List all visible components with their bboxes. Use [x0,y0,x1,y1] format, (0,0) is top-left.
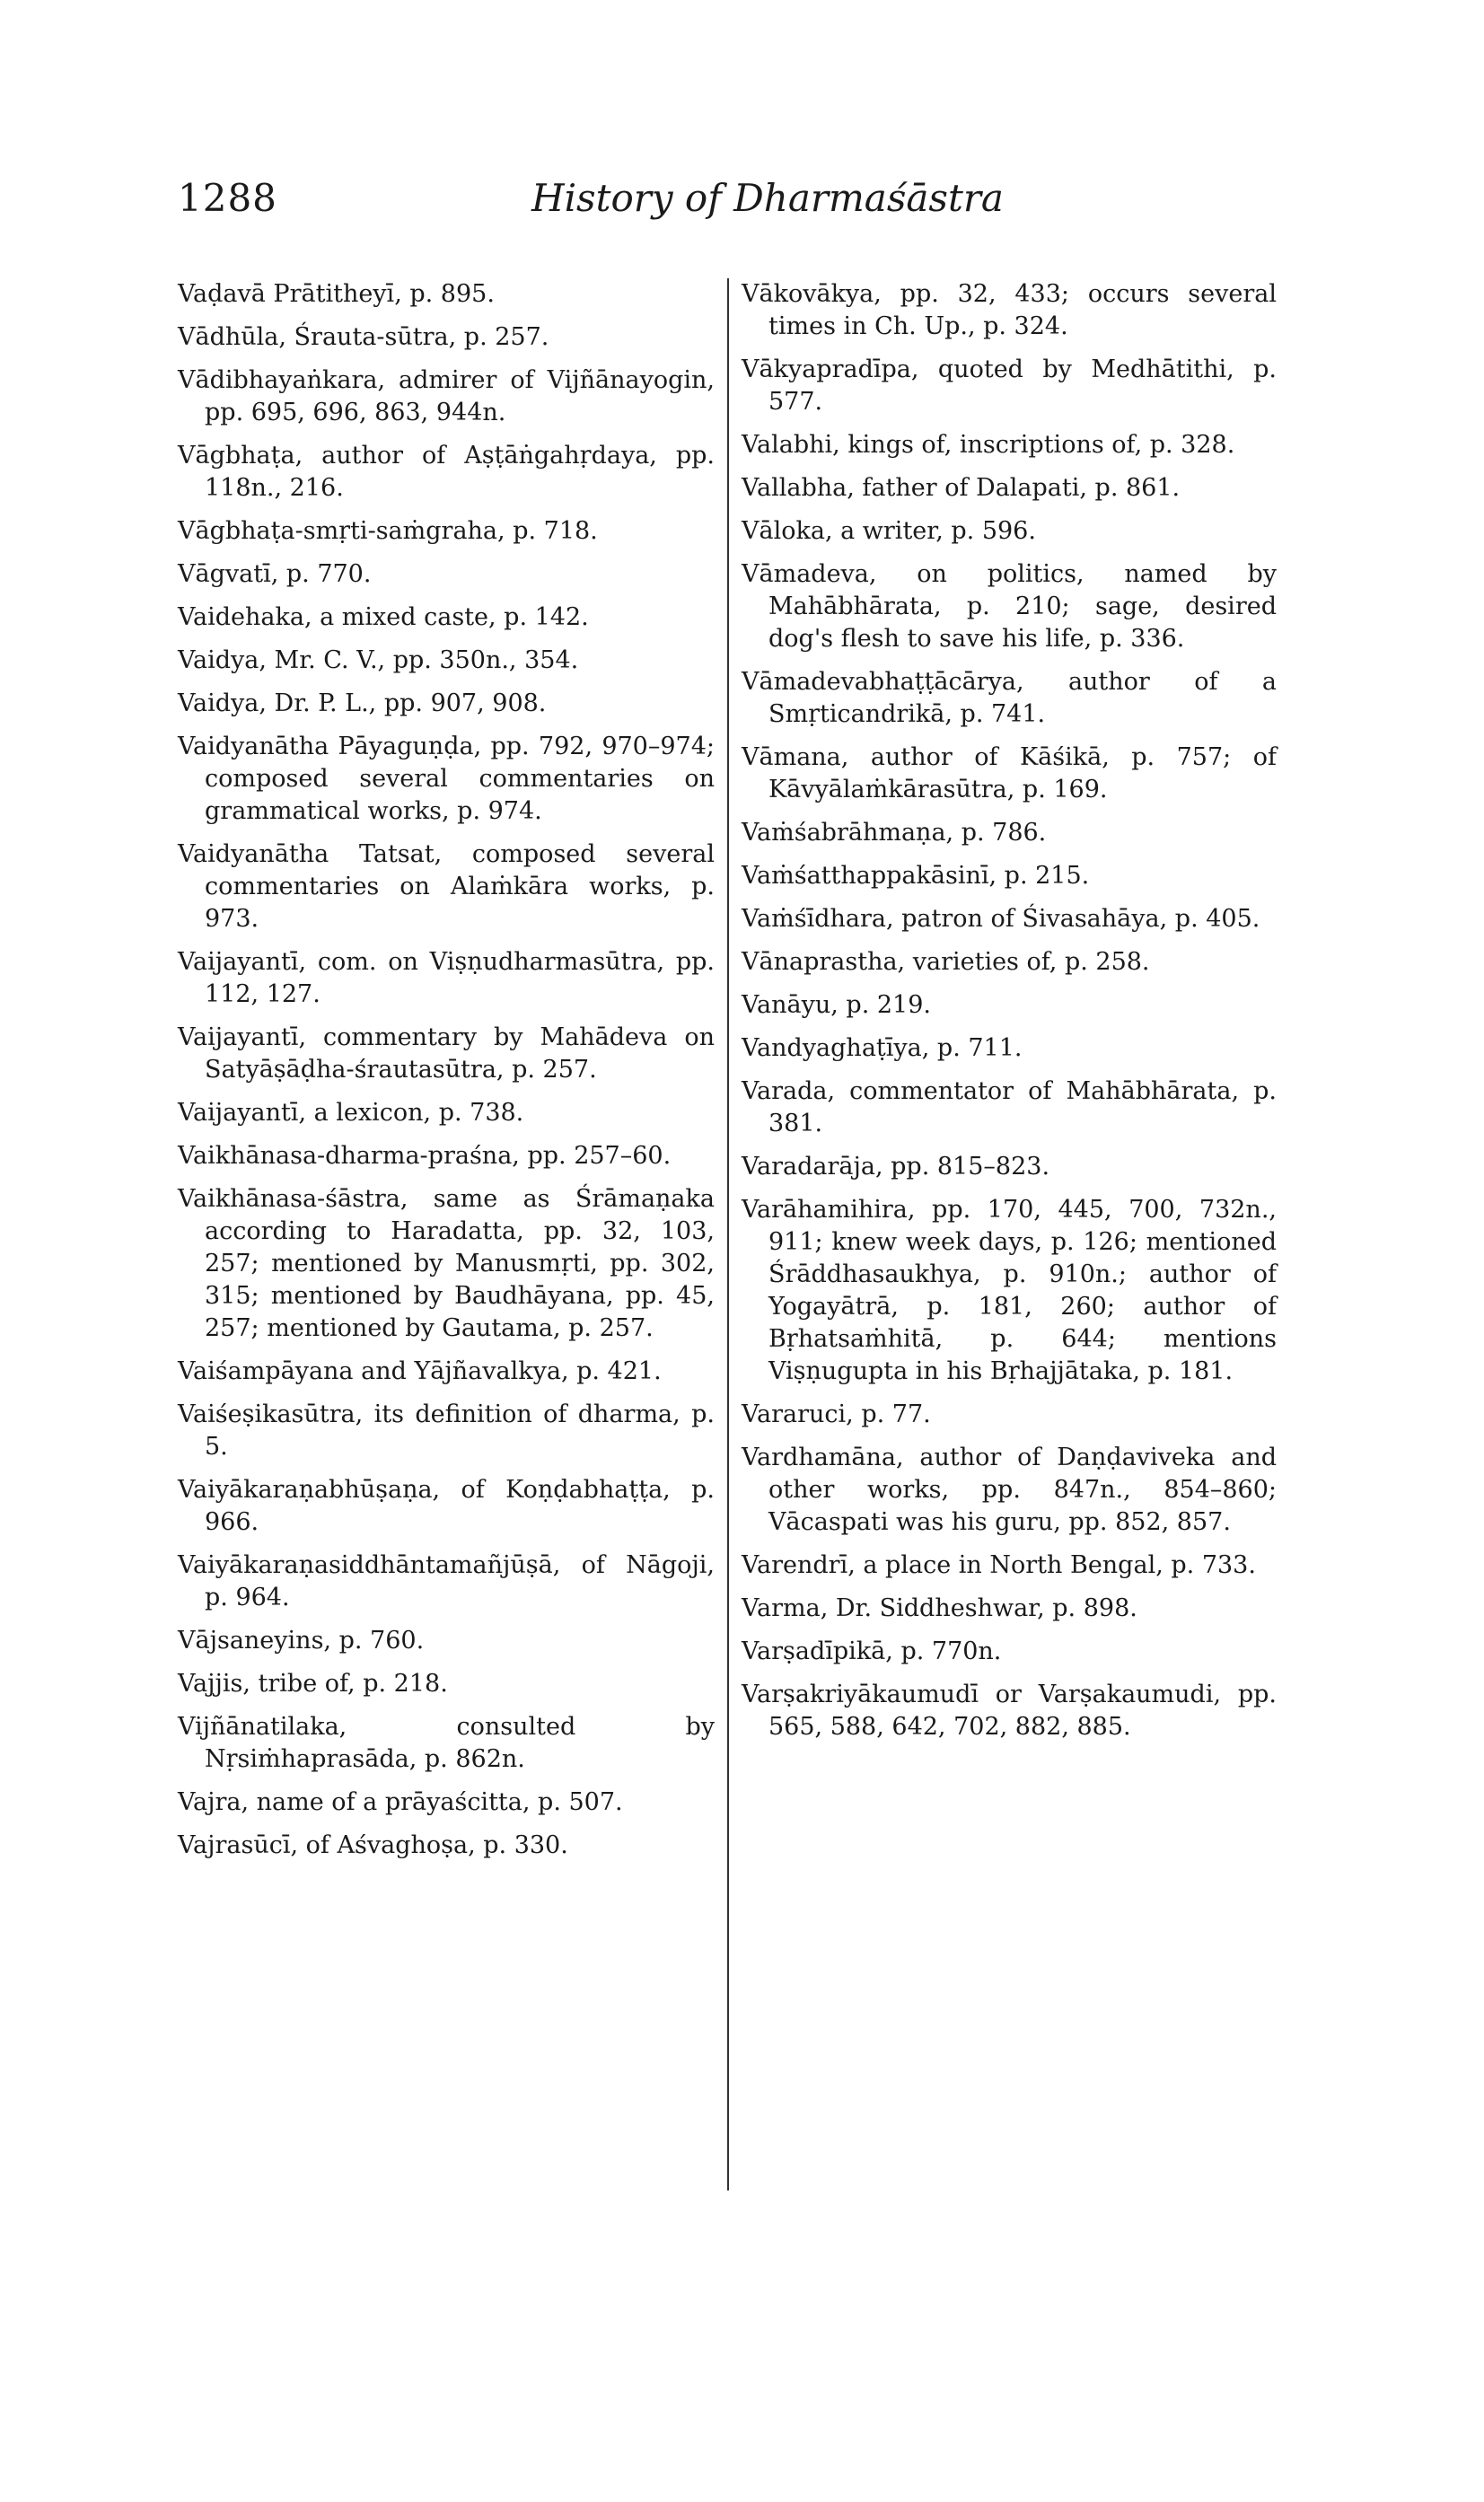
index-entry: Vaiśeṣikasūtra, its definition of dharma, p. 5. [178,1400,715,1461]
index-entry: Vaidya, Dr. P. L., pp. 907, 908. [178,689,547,717]
index-column-right [742,278,1277,1754]
index-entry: Vararuci, p. 77. [742,1400,931,1428]
index-entry: Vaidyanātha Tatsat, composed several commentaries on Alaṁkāra works, p. 973. [178,840,715,933]
index-entry: Vajra, name of a prāyaścitta, p. 507. [178,1788,623,1816]
index-entry: Vādhūla, Śrauta-sūtra, p. 257. [178,323,549,351]
running-title: History of Dharmaśāstra [531,176,1004,220]
index-entry: Vājsaneyins, p. 760. [178,1627,425,1655]
index-entry: Vaidyanātha Pāyaguṇḍa, pp. 792, 970–974; composed several commentaries on grammatical works, p. 974. [178,733,715,825]
index-entry: Vandyaghaṭīya, p. 711. [742,1034,1023,1062]
index-entry: Vāgbhaṭa, author of Aṣṭāṅgahṛdaya, pp. 118n., 216. [178,442,715,502]
index-entry: Vaiśampāyana and Yājñavalkya, p. 421. [178,1357,662,1385]
index-entry: Vādibhayaṅkara, admirer of Vijñānayogin, pp. 695, 696, 863, 944n. [178,366,715,426]
index-entry: Vanāyu, p. 219. [742,991,931,1019]
index-entry: Vaṁśabrāhmaṇa, p. 786. [742,819,1047,847]
index-entry: Vaṁśīdhara, patron of Śivasahāya, p. 405. [742,905,1260,933]
index-column-left [178,278,715,1873]
index-entry: Vāmadeva, on politics, named by Mahābhārata, p. 210; sage, desired dog's flesh to save his life, p. 336. [742,560,1277,653]
index-entry: Vallabha, father of Dalapati, p. 861. [742,474,1181,502]
index-entry: Vaikhānasa-dharma-praśna, pp. 257–60. [178,1142,672,1170]
index-entry: Vijñānatilaka, consulted by Nṛsiṁhaprasāda, p. 862n. [178,1713,715,1773]
index-entry: Vaijayantī, commentary by Mahādeva on Satyāṣāḍha-śrautasūtra, p. 257. [178,1023,715,1084]
index-entry: Vāgvatī, p. 770. [178,560,372,588]
index-entry: Vaiyākaraṇabhūṣaṇa, of Koṇḍabhaṭṭa, p. 966. [178,1476,715,1536]
index-entry: Vānaprastha, varieties of, p. 258. [742,948,1150,976]
index-entry: Valabhi, kings of, inscriptions of, p. 328. [742,431,1235,459]
index-entry: Vāgbhaṭa-smṛti-saṁgraha, p. 718. [178,517,598,545]
index-entry: Varma, Dr. Siddheshwar, p. 898. [742,1594,1137,1622]
page-header [178,176,1354,239]
index-entry: Vaijayantī, a lexicon, p. 738. [178,1099,524,1127]
index-entry: Vāloka, a writer, p. 596. [742,517,1036,545]
index-entry: Vajrasūcī, of Aśvaghoṣa, p. 330. [178,1831,568,1859]
column-divider [727,278,729,2190]
index-entry: Vardhamāna, author of Daṇḍaviveka and other works, pp. 847n., 854–860; Vācaspati was his guru, pp. 852, 857. [742,1444,1277,1536]
index-entry: Vaidya, Mr. C. V., pp. 350n., 354. [178,646,579,674]
index-entry: Vajjis, tribe of, p. 218. [178,1670,448,1698]
page-number: 1288 [178,176,277,220]
index-entry: Vākyapradīpa, quoted by Medhātithi, p. 577. [742,356,1277,416]
index-entry: Vaijayantī, com. on Viṣṇudharmasūtra, pp. 112, 127. [178,948,715,1008]
index-entry: Vaidehaka, a mixed caste, p. 142. [178,603,589,631]
index-entry: Varṣadīpikā, p. 770n. [742,1637,1002,1665]
index-entry: Varada, commentator of Mahābhārata, p. 381. [742,1077,1277,1137]
index-entry: Vaḍavā Prātitheyī, p. 895. [178,280,495,308]
index-entry: Varadarāja, pp. 815–823. [742,1153,1050,1181]
index-entry: Vaṁśatthappakāsinī, p. 215. [742,862,1090,890]
index-entry: Vaiyākaraṇasiddhāntamañjūṣā, of Nāgoji, p. 964. [178,1551,715,1611]
index-entry: Varāhamihira, pp. 170, 445, 700, 732n., 911; knew week days, p. 126; mentioned Śrāddhasaukhya, p. 910n.; author of Yogayātrā, p. 181, 260; author of Bṛhatsaṁhitā, p. 644; mentions Viṣṇugupta in his Bṛhajjātaka, p. 181. [742,1196,1277,1385]
index-entry: Varendrī, a place in North Bengal, p. 733. [742,1551,1256,1579]
index-entry: Vaikhānasa-śāstra, same as Śrāmaṇaka according to Haradatta, pp. 32, 103, 257; mentioned by Manusmṛti, pp. 302, 315; mentioned by Baudhāyana, pp. 45, 257; mentioned by Gautama, p. 257. [178,1185,715,1342]
index-entry: Vāmadevabhaṭṭācārya, author of a Smṛticandrikā, p. 741. [742,668,1277,728]
index-entry: Vākovākya, pp. 32, 433; occurs several times in Ch. Up., p. 324. [742,280,1277,340]
index-entry: Vāmana, author of Kāśikā, p. 757; of Kāvyālaṁkārasūtra, p. 169. [742,743,1277,803]
index-entry: Varṣakriyākaumudī or Varṣakaumudi, pp. 565, 588, 642, 702, 882, 885. [742,1681,1277,1741]
